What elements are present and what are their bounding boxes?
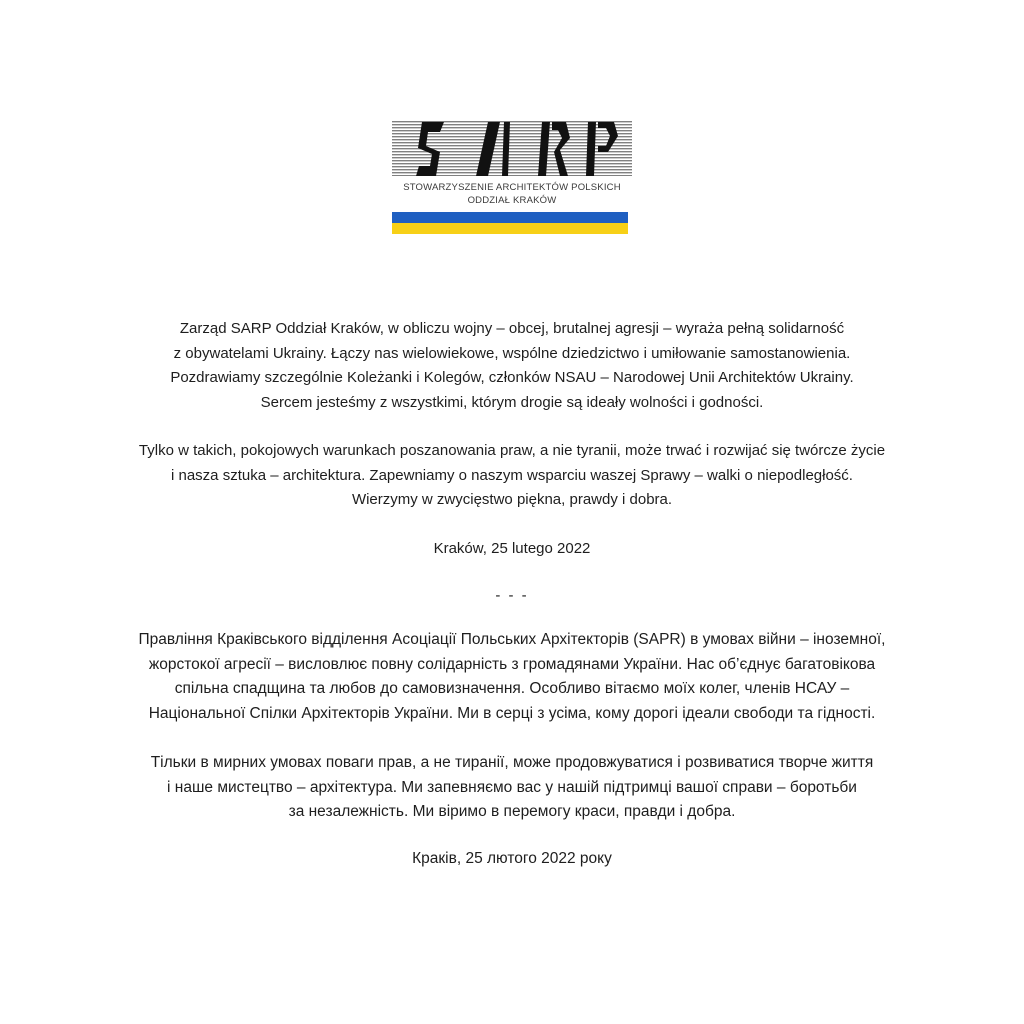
text-line: Національної Спілки Архітекторів України. Ми в серці з усіма, кому дорогі ідеали свободи та гідності. xyxy=(148,704,876,722)
text-line: z obywatelami Ukrainy. Łączy nas wielowiekowe, wspólne dziedzictwo i umiłowanie samostanowienia. xyxy=(173,344,851,362)
polish-date xyxy=(60,537,964,562)
date-line: Kraków, 25 lutego 2022 xyxy=(433,540,591,557)
text-line: за незалежність. Ми віримо в перемогу краси, правди і добра. xyxy=(288,803,736,820)
polish-paragraph-1 xyxy=(60,317,964,415)
text-line: і наше мистецтво – архітектура. Ми запевняємо вас у нашій підтримці вашої справи – боротьби xyxy=(167,778,857,796)
text-line: Zarząd SARP Oddział Kraków, w obliczu wojny – obcej, brutalnej agresji – wyraża pełną solidarność xyxy=(179,320,845,337)
text-line: i nasza sztuka – architektura. Zapewniamy o naszym wsparciu waszej Sprawy – walki o niepodległość. xyxy=(171,466,853,484)
ukrainian-paragraph-1 xyxy=(60,628,964,726)
logo-org-name: STOWARZYSZENIE ARCHITEKTÓW POLSKICH xyxy=(403,182,621,193)
text-line: спільна спадщина та любов до самовизначення. Особливо вітаємо моїх колег, членів НСАУ – xyxy=(174,680,850,697)
text-line: Tylko w takich, pokojowych warunkach poszanowania praw, a nie tyranii, może trwać i rozwijać się twórcze życie xyxy=(138,442,886,459)
text-line: Тільки в мирних умовах поваги прав, а не тиранії, може продовжуватися і розвиватися творче життя xyxy=(150,754,874,771)
sarp-logo xyxy=(392,118,632,238)
polish-paragraph-2 xyxy=(60,439,964,513)
ukraine-flag xyxy=(392,212,628,234)
date-line: Краків, 25 лютого 2022 року xyxy=(412,850,612,867)
text-line: Sercem jesteśmy z wszystkimi, którym drogie są ideały wolności i godności. xyxy=(260,393,764,411)
sarp-logo-mark xyxy=(392,118,632,178)
flag-yellow-stripe xyxy=(392,223,628,234)
ukrainian-date xyxy=(60,847,964,872)
flag-blue-stripe xyxy=(392,212,628,223)
text-line: Wierzymy w zwycięstwo piękna, prawdy i dobra. xyxy=(351,491,673,508)
text-line: Правління Краківського відділення Асоціації Польських Архітекторів (SAPR) в умовах війни – іноземної, xyxy=(138,631,886,648)
text-line: жорстокої агресії – висловлює повну солідарність з громадянами України. Нас об’єднує багатовікова xyxy=(148,655,876,673)
separator-text: - - - xyxy=(495,587,529,604)
text-line: Pozdrawiamy szczególnie Koleżanki i Kolegów, członków NSAU – Narodowej Unii Architektów Ukrainy. xyxy=(170,369,854,386)
ukrainian-paragraph-2 xyxy=(60,751,964,825)
logo-branch-name: ODDZIAŁ KRAKÓW xyxy=(467,195,557,206)
separator xyxy=(60,584,964,609)
